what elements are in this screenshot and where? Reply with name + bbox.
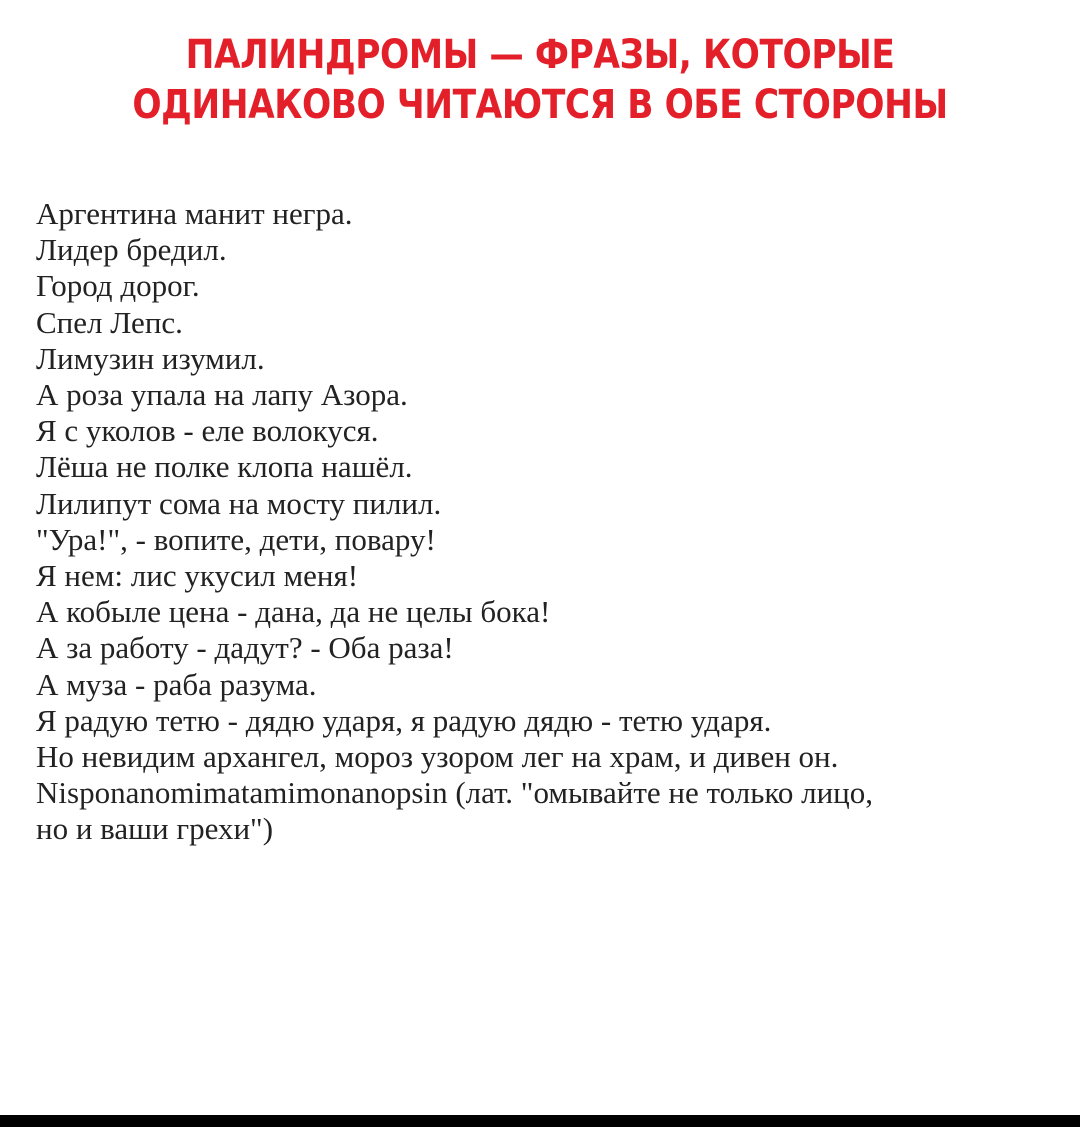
palindrome-line: Но невидим архангел, мороз узором лег на храм, и дивен он. bbox=[36, 739, 839, 775]
palindrome-line: А муза - раба разума. bbox=[36, 666, 317, 702]
palindrome-line: А роза упала на лапу Азора. bbox=[36, 377, 408, 413]
palindrome-line: Спел Лепс. bbox=[36, 304, 183, 340]
page-title bbox=[76, 30, 1005, 130]
palindrome-line: Я с уколов - еле волокуся. bbox=[36, 413, 379, 449]
palindrome-line: Город дорог. bbox=[36, 268, 200, 304]
palindrome-line: Аргентина манит негра. bbox=[36, 196, 353, 231]
palindrome-line: Лидер бредил. bbox=[36, 232, 227, 268]
palindrome-line: но и ваши грехи") bbox=[36, 811, 274, 847]
palindrome-line: Nisponanomimatamimonanopsin (лат. "омывайте не только лицо, bbox=[36, 775, 873, 811]
title-line-1: ПАЛИНДРОМЫ — ФРАЗЫ, КОТОРЫЕ bbox=[185, 32, 895, 78]
palindrome-line: Лимузин изумил. bbox=[36, 340, 265, 376]
palindrome-line: А кобыле цена - дана, да не целы бока! bbox=[36, 594, 551, 630]
palindrome-line: Я радую тетю - дядю ударя, я радую дядю - тетю ударя. bbox=[36, 702, 772, 738]
palindrome-line: Лилипут сома на мосту пилил. bbox=[36, 485, 442, 521]
title-line-2: ОДИНАКОВО ЧИТАЮТСЯ В ОБЕ СТОРОНЫ bbox=[132, 82, 948, 128]
palindrome-line: Лёша не полке клопа нашёл. bbox=[36, 449, 413, 485]
palindrome-list bbox=[36, 196, 1066, 848]
palindrome-line: А за работу - дадут? - Оба раза! bbox=[36, 630, 454, 666]
palindrome-line: "Ура!", - вопите, дети, повару! bbox=[36, 521, 436, 557]
bottom-bar bbox=[0, 1115, 1080, 1127]
palindrome-line: Я нем: лис укусил меня! bbox=[36, 558, 359, 594]
